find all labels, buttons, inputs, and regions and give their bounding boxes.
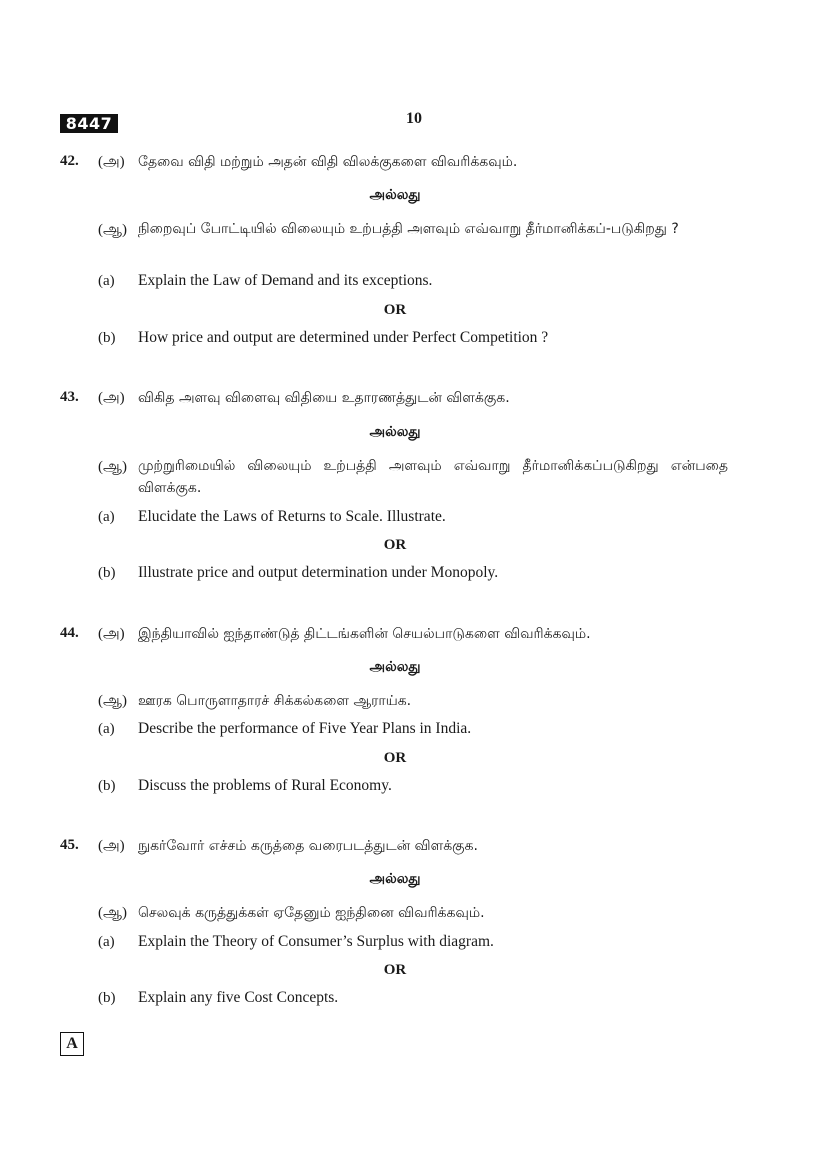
page-number: 10 (406, 110, 422, 127)
q45-tamil-option-b: செலவுக் கருத்துக்கள் ஏதேனும் ஐந்தினை விவரிக்கவும். (138, 905, 485, 921)
english-option-b-marker: (b) (98, 778, 116, 794)
q45-english-option-a: Explain the Theory of Consumer’s Surplus with diagram. (138, 933, 494, 950)
tamil-option-b-marker: (ஆ) (98, 222, 127, 238)
question-number-43: 43. (60, 389, 79, 405)
q43-tamil-option-b: முற்றுரிமையில் விலையும் உற்பத்தி அளவும் எவ்வாறு தீர்மானிக்கப்படுகிறது என்பதை விளக்குக. (138, 458, 728, 496)
q44-tamil-option-a: இந்தியாவில் ஐந்தாண்டுத் திட்டங்களின் செயல்பாடுகளை விவரிக்கவும். (138, 626, 591, 642)
q42-english-or: OR (383, 302, 407, 318)
q42-tamil-or: அல்லது (369, 187, 421, 203)
q42-tamil-option-b: நிறைவுப் போட்டியில் விலையும் உற்பத்தி அளவும் எவ்வாறு தீர்மானிக்கப்-படுகிறது ? (138, 221, 679, 237)
english-option-a-marker: (a) (98, 273, 115, 289)
tamil-option-b-marker: (ஆ) (98, 905, 127, 921)
q45-english-or: OR (383, 962, 407, 978)
english-option-b-marker: (b) (98, 990, 116, 1006)
q43-english-option-a: Elucidate the Laws of Returns to Scale. Illustrate. (138, 508, 446, 525)
series-box: A (60, 1032, 84, 1056)
q42-english-option-a: Explain the Law of Demand and its exceptions. (138, 272, 433, 289)
english-option-b-marker: (b) (98, 330, 116, 346)
q43-english-option-b: Illustrate price and output determination under Monopoly. (138, 564, 499, 581)
tamil-option-b-marker: (ஆ) (98, 459, 127, 475)
q43-english-or: OR (383, 537, 407, 553)
q44-english-option-b: Discuss the problems of Rural Economy. (138, 777, 392, 794)
tamil-option-b-marker: (ஆ) (98, 693, 127, 709)
tamil-option-a-marker: (அ) (98, 154, 125, 170)
q43-tamil-option-a: விகித அளவு விளைவு விதியை உதாரணத்துடன் விளக்குக. (138, 390, 510, 406)
q45-english-option-b: Explain any five Cost Concepts. (138, 989, 339, 1006)
tamil-option-a-marker: (அ) (98, 626, 125, 642)
q45-tamil-or: அல்லது (369, 871, 421, 887)
tamil-option-a-marker: (அ) (98, 390, 125, 406)
q44-english-or: OR (383, 750, 407, 766)
english-option-a-marker: (a) (98, 721, 115, 737)
q44-tamil-option-b: ஊரக பொருளாதாரச் சிக்கல்களை ஆராய்க. (138, 693, 412, 709)
tamil-option-a-marker: (அ) (98, 838, 125, 854)
question-number-42: 42. (60, 153, 79, 169)
q42-english-option-b: How price and output are determined under Perfect Competition ? (138, 329, 549, 346)
english-option-a-marker: (a) (98, 934, 115, 950)
english-option-a-marker: (a) (98, 509, 115, 525)
q45-tamil-option-a: நுகர்வோர் எச்சம் கருத்தை வரைபடத்துடன் விளக்குக. (138, 838, 478, 854)
question-number-45: 45. (60, 837, 79, 853)
paper-code-badge: 8447 (60, 114, 118, 133)
q43-tamil-or: அல்லது (369, 424, 421, 440)
q42-tamil-option-a: தேவை விதி மற்றும் அதன் விதி விலக்குகளை விவரிக்கவும். (138, 154, 518, 170)
english-option-b-marker: (b) (98, 565, 116, 581)
question-number-44: 44. (60, 625, 79, 641)
q44-english-option-a: Describe the performance of Five Year Plans in India. (138, 720, 472, 737)
q44-tamil-or: அல்லது (369, 659, 421, 675)
